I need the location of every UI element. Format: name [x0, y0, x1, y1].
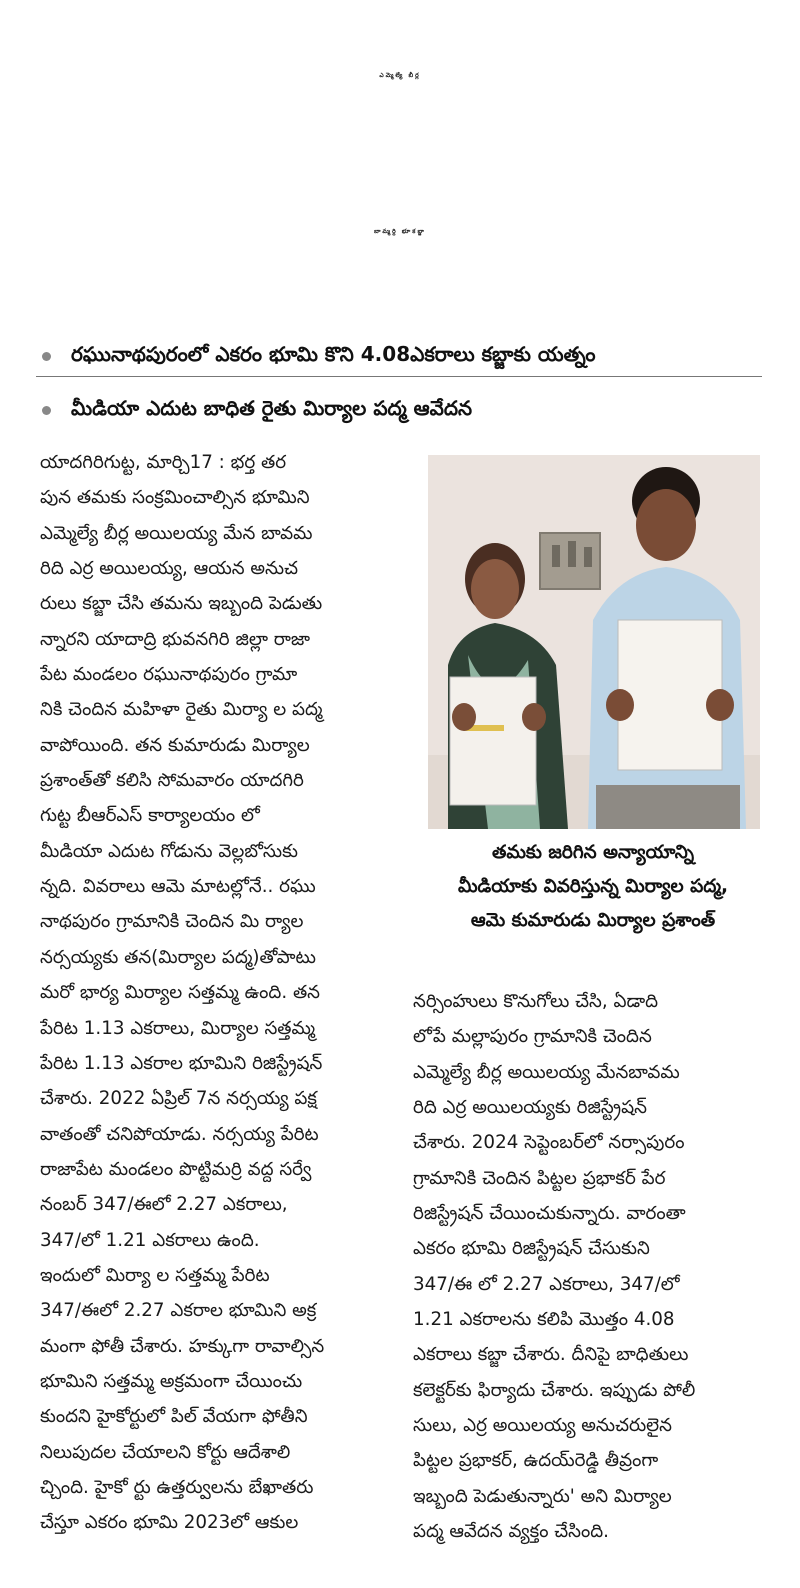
article-line: యాదగిరిగుట్ట, మార్చి17 : భర్త తర — [40, 452, 287, 473]
article-line: లోపే మల్లాపురం గ్రామానికి చెందిన — [413, 1026, 652, 1048]
article-line: నిలుపుదల చేయాలని కోర్టు ఆదేశాలి — [40, 1441, 291, 1463]
photo-caption-line-2: మీడియాకు వివరిస్తున్న మిర్యాల పద్మ, — [457, 876, 729, 897]
article-line: ఎమ్మెల్యే బీర్ల అయిలయ్య మేన బావమ — [40, 522, 313, 544]
headline-line-2: బామ్మర్ది భూకబ్జా — [374, 228, 426, 235]
article-column-1 — [40, 445, 392, 1541]
article-line: చేశారు. 2024 సెప్టెంబర్‌లో నర్సాపురం — [413, 1132, 685, 1154]
article-line: చేశారు. 2022 ఏప్రిల్ 7న నర్సయ్య పక్ష — [40, 1088, 317, 1110]
subheading-bullet-1 — [36, 339, 762, 373]
article-line: నంబర్ 347/ఈలో 2.27 ఎకరాలు, — [40, 1194, 288, 1216]
article-line: రిది ఎర్ర అయిలయ్యకు రిజిస్ట్రేషన్ — [413, 1097, 647, 1119]
article-line: వాతంతో చనిపోయాడు. నర్సయ్య పేరిట — [40, 1123, 319, 1145]
article-line: నాథపురం గ్రామానికి చెందిన మి ర్యాల — [40, 911, 304, 933]
article-line: 347/ఈ లో 2.27 ఎకరాలు, 347/లో — [413, 1273, 680, 1295]
article-line: రులు కబ్జా చేసి తమను ఇబ్బంది పెడుతు — [40, 593, 323, 615]
news-photo — [428, 455, 760, 829]
article-line: చ్చింది. హైకో ర్టు ఉత్తర్వులను బేఖాతరు — [40, 1476, 314, 1498]
article-line: మంగా ఫోతీ చేశారు. హక్కుగా రావాల్సిన — [40, 1335, 325, 1357]
article-line: పద్మ ఆవేదన వ్యక్తం చేసింది. — [413, 1521, 609, 1543]
article-line: గుట్ట బీఆర్‌ఎస్ కార్యాలయం లో — [40, 805, 260, 827]
article-line: వాపోయింది. తన కుమారుడు మిర్యాల — [40, 734, 310, 756]
subheading-text: రఘునాథపురంలో ఎకరం భూమి కొని 4.08ఎకరాలు కబ్జాకు యత్నం — [71, 341, 596, 366]
photo-caption-line-3: ఆమె కుమారుడు మిర్యాల ప్రశాంత్ — [470, 910, 716, 931]
article-line: చేస్తూ ఎకరం భూమి 2023లో ఆకుల — [40, 1512, 299, 1534]
article-line: కుందని హైకోర్టులో పిల్ వేయగా ఫోతీని — [40, 1406, 308, 1428]
article-line: మీడియా ఎదుట గోడును వెల్లబోసుకు — [40, 840, 298, 862]
article-line: న్నారని యాదాద్రి భువనగిరి జిల్లా రాజా — [40, 628, 311, 650]
article-line: కలెక్టర్‌కు ఫిర్యాదు చేశారు. ఇప్పుడు పోలీ — [413, 1379, 696, 1401]
article-line: నికి చెందిన మహిళా రైతు మిర్యా ల పద్మ — [40, 699, 323, 721]
article-line: నర్సయ్యకు తన(మిర్యాల పద్మ)తోపాటు — [40, 946, 316, 968]
article-line: పున తమకు సంక్రమించాల్సిన భూమిని — [40, 487, 310, 509]
article-line: నర్సింహులు కొనుగోలు చేసి, ఏడాది — [413, 991, 659, 1012]
article-line: పేరిట 1.13 ఎకరాలు, మిర్యాల సత్తమ్మ — [40, 1017, 316, 1039]
article-line: పిట్టల ప్రభాకర్, ఉదయ్‌రెడ్డి తీవ్రంగా — [413, 1450, 659, 1472]
article-line: రిది ఎర్ర అయిలయ్య, ఆయన అనుచ — [40, 558, 299, 580]
article-line: 1.21 ఎకరాలను కలిపి మొత్తం 4.08 — [413, 1309, 675, 1331]
article-line: 347/ఈలో 2.27 ఎకరాల భూమిని అక్ర — [40, 1300, 317, 1322]
article-line: న్నది. వివరాలు ఆమె మాటల్లోనే.. రఘు — [40, 876, 316, 898]
article-line: భూమిని సత్తమ్మ అక్రమంగా చేయించు — [40, 1370, 303, 1392]
photo-caption-line-1: తమకు జరిగిన అన్యాయాన్ని — [491, 842, 695, 863]
article-line: పేరిట 1.13 ఎకరాల భూమిని రిజిస్ట్రేషన్ — [40, 1052, 323, 1074]
article-column-2 — [413, 984, 765, 1550]
article-line: రిజిస్ట్రేషన్ చేయించుకున్నారు. వారంతా — [413, 1203, 686, 1225]
article-line: ఎకరం భూమి రిజిస్ట్రేషన్ చేసుకుని — [413, 1238, 650, 1260]
article-line: ఎకరాలు కబ్జా చేశారు. దీనిపై బాధితులు — [413, 1344, 689, 1366]
bullet-dot-icon — [42, 352, 51, 361]
subheading-text: మీడియా ఎదుట బాధిత రైతు మిర్యాల పద్మ ఆవేదన — [71, 395, 473, 420]
bullet-dot-icon — [42, 406, 51, 415]
divider — [36, 376, 762, 377]
article-line: రాజాపేట మండలం పొట్టిమర్రి వద్ద సర్వే — [40, 1158, 312, 1180]
article-line: ప్రశాంత్‌తో కలిసి సోమవారం యాదగిరి — [40, 770, 304, 792]
article-line: పేట మండలం రఘునాథపురం గ్రామా — [40, 664, 298, 686]
article-line: మరో భార్య మిర్యాల సత్తమ్మ ఉంది. తన — [40, 982, 321, 1004]
article-line: ఇందులో మిర్యా ల సత్తమ్మ పేరిట — [40, 1264, 270, 1286]
photo-illustration — [428, 455, 760, 829]
article-line: గ్రామానికి చెందిన పిట్టల ప్రభాకర్ పేర — [413, 1167, 666, 1189]
headline-line-1: ఎమ్మెల్యే బీర్ల — [379, 72, 421, 79]
article-line: 347/లో 1.21 ఎకరాలు ఉంది. — [40, 1229, 260, 1251]
subheading-bullet-2 — [36, 393, 762, 427]
article-line: ఎమ్మెల్యే బీర్ల అయిలయ్య మేనబావమ — [413, 1061, 680, 1083]
article-line: ఇబ్బంది పెడుతున్నారు' అని మిర్యాల — [413, 1485, 672, 1507]
article-line: సులు, ఎర్ర అయిలయ్య అనుచరులైన — [413, 1415, 672, 1437]
